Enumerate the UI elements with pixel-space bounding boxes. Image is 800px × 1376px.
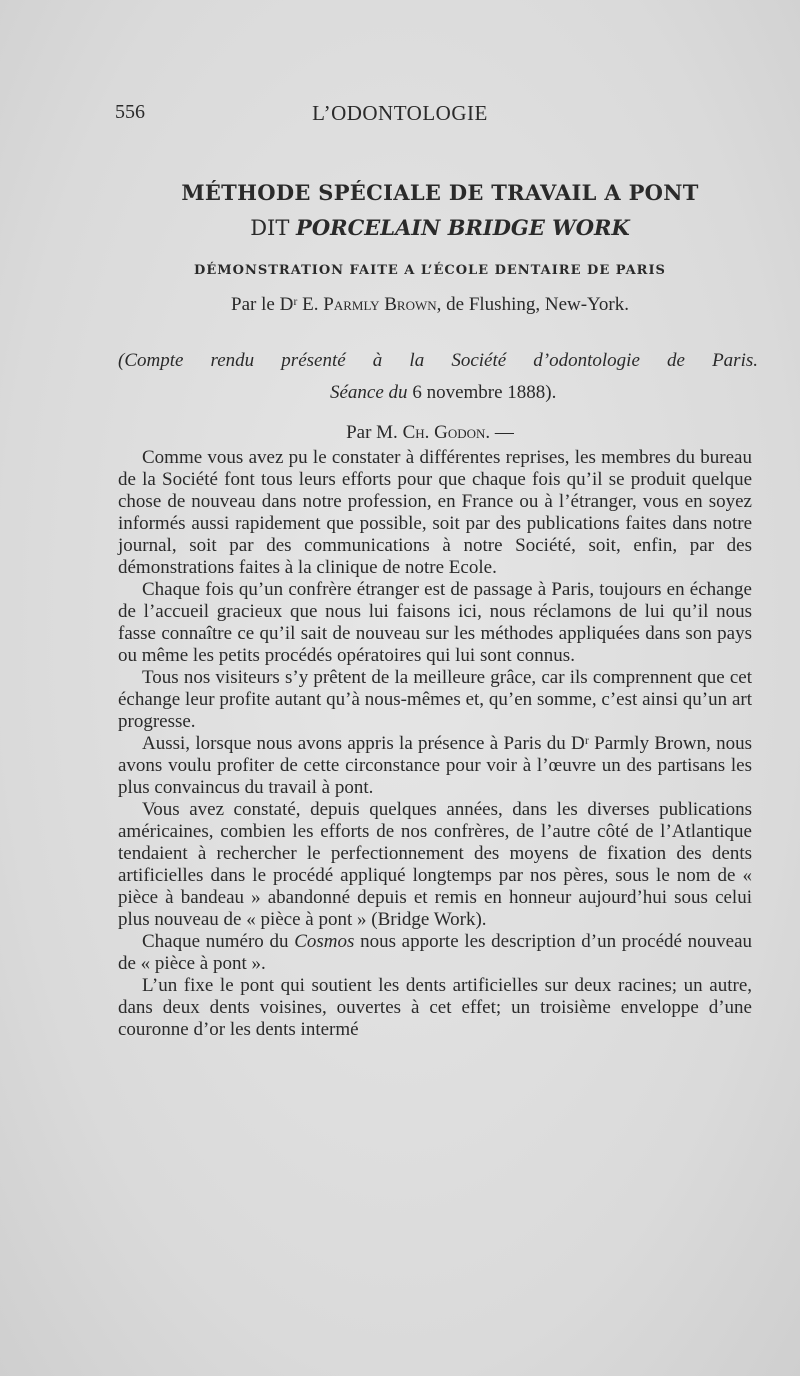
subtitle-italic: PORCELAIN BRIDGE WORK xyxy=(296,215,630,240)
journal-title: L’ODONTOLOGIE xyxy=(312,101,488,125)
author-name: Parmly Brown xyxy=(323,294,437,315)
paragraph: Aussi, lorsque nous avons appris la présence à Paris du Dʳ Parmly Brown, nous avons voulu profiter de cette circonstance pour voir à l’œuvre un des partisans les plus convaincus du travail à pont. xyxy=(118,733,752,798)
subtitle-prefix: DIT xyxy=(250,216,297,240)
cosmos-before: Chaque numéro du xyxy=(142,931,295,952)
byline-suffix: , de Flushing, New-York. xyxy=(436,294,629,315)
demonstration-line: DÉMONSTRATION FAITE A L’ÉCOLE DENTAIRE DE PARIS xyxy=(194,263,666,278)
par-prefix: Par M. xyxy=(346,422,403,443)
paragraph: Chaque fois qu’un confrère étranger est de passage à Paris, toujours en échange de l’accueil gracieux que nous lui faisons ici, nous réclamons de lui qu’il nous fasse connaître ce qu’il sait de nouveau sur les méthodes appliquées dans son pays ou même les petits procédés opératoires qui lui sont connus. xyxy=(118,579,752,666)
cosmos-journal: Cosmos xyxy=(294,931,355,952)
byline-prefix: Par le Dʳ E. xyxy=(231,294,324,315)
reporter-line xyxy=(0,422,800,444)
article-body xyxy=(118,447,752,1041)
article-title: MÉTHODE SPÉCIALE DE TRAVAIL A PONT xyxy=(181,180,699,205)
seance-label: Séance du xyxy=(330,382,408,403)
cosmos-after: nous apporte les description d’un procédé nouveau de « pièce à pont ». xyxy=(118,931,753,974)
author-byline xyxy=(0,294,800,316)
paragraph: L’un fixe le pont qui soutient les dents artificielles sur deux racines; un autre, dans deux dents voisines, ouvertes à cet effet; un troisième enveloppe d’une couronne d’or les dents intermé xyxy=(118,975,752,1040)
report-note-line1: (Compte rendu présenté à la Société d’odontologie de Paris. xyxy=(118,350,758,371)
paragraph: Tous nos visiteurs s’y prêtent de la meilleure grâce, car ils comprennent que cet échange leur profite autant qu’à nous-mêmes et, qu’en somme, c’est ainsi qu’un art progresse. xyxy=(118,667,752,732)
seance-date: 6 novembre 1888). xyxy=(407,382,557,403)
running-header xyxy=(0,101,800,131)
report-note-line2 xyxy=(330,382,556,404)
paragraph: Comme vous avez pu le constater à différentes reprises, les membres du bureau de la Société font tous leurs efforts pour que chaque fois qu’il se produit quelque chose de nouveau dans notre profession, en France ou à l’étranger, vous en soyez informés aussi rapidement que possible, soit par des publications faites dans notre journal, soit par des communications à notre Société, soit, enfin, par des démonstrations faites à la clinique de notre Ecole. xyxy=(118,447,752,578)
paragraph-cosmos xyxy=(118,931,752,975)
par-suffix: . — xyxy=(485,422,514,443)
page-number: 556 xyxy=(115,101,145,123)
paragraph: Vous avez constaté, depuis quelques années, dans les diverses publications américaines, combien les efforts de nos confrères, de l’autre côté de l’Atlantique tendaient à rechercher le perfectionnement des moyens de fixation des dents artificielles dans le procédé appliqué longtemps par nos pères, sous le nom de « pièce à bandeau » abandonné depuis et remis en honneur aujourd’hui sous celui plus nouveau de « pièce à pont » (Bridge Work). xyxy=(118,799,752,930)
article-subtitle xyxy=(0,215,800,240)
reporter-name: Ch. Godon xyxy=(402,422,486,443)
